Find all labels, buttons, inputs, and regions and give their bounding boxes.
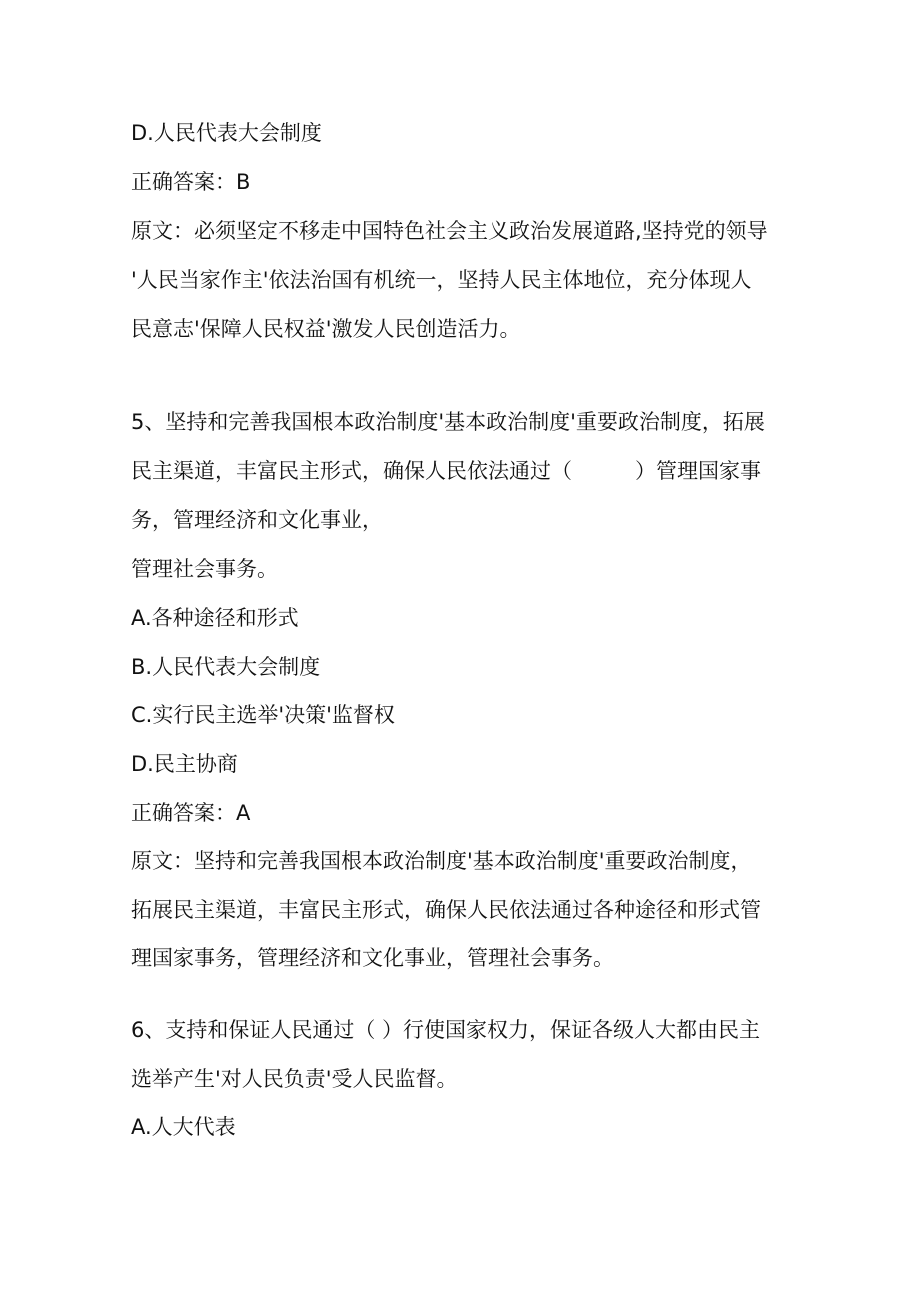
q5-option-a: A.各种途径和形式 (131, 606, 299, 630)
q4-option-d: D.人民代表大会制度 (131, 121, 322, 145)
q4-answer: 正确答案：B (131, 170, 251, 194)
q5-option-c: C.实行民主选举'决策'监督权 (131, 703, 395, 727)
q5-option-d: D.民主协商 (131, 752, 238, 776)
q5-question-line-3: 务，管理经济和文化事业， (131, 508, 383, 532)
q6-option-a: A.人大代表 (131, 1115, 236, 1139)
q5-question-line-1: 5、坚持和完善我国根本政治制度'基本政治制度'重要政治制度，拓展 (131, 410, 765, 434)
q5-question-line-4: 管理社会事务。 (131, 557, 278, 581)
q5-source-line-2: 拓展民主渠道，丰富民主形式，确保人民依法通过各种途径和形式管 (131, 898, 761, 922)
q4-source-line-1: 原文：必须坚定不移走中国特色社会主义政治发展道路,坚持党的领导 (131, 219, 768, 243)
q5-question-line-2: 民主渠道，丰富民主形式，确保人民依法通过（ ）管理国家事 (131, 459, 761, 483)
q4-source-line-2: '人民当家作主'依法治国有机统一，坚持人民主体地位，充分体现人 (131, 268, 752, 292)
q4-source-line-3: 民意志'保障人民权益'激发人民创造活力。 (131, 317, 521, 341)
q5-option-b: B.人民代表大会制度 (131, 655, 321, 679)
q5-answer: 正确答案：A (131, 801, 251, 825)
q5-source-line-3: 理国家事务，管理经济和文化事业，管理社会事务。 (131, 946, 614, 970)
q6-question-line-2: 选举产生'对人民负责'受人民监督。 (131, 1067, 458, 1091)
q6-question-line-1: 6、支持和保证人民通过（ ）行使国家权力，保证各级人大都由民主 (131, 1018, 761, 1042)
q5-source-line-1: 原文：坚持和完善我国根本政治制度'基本政治制度'重要政治制度， (131, 849, 752, 873)
